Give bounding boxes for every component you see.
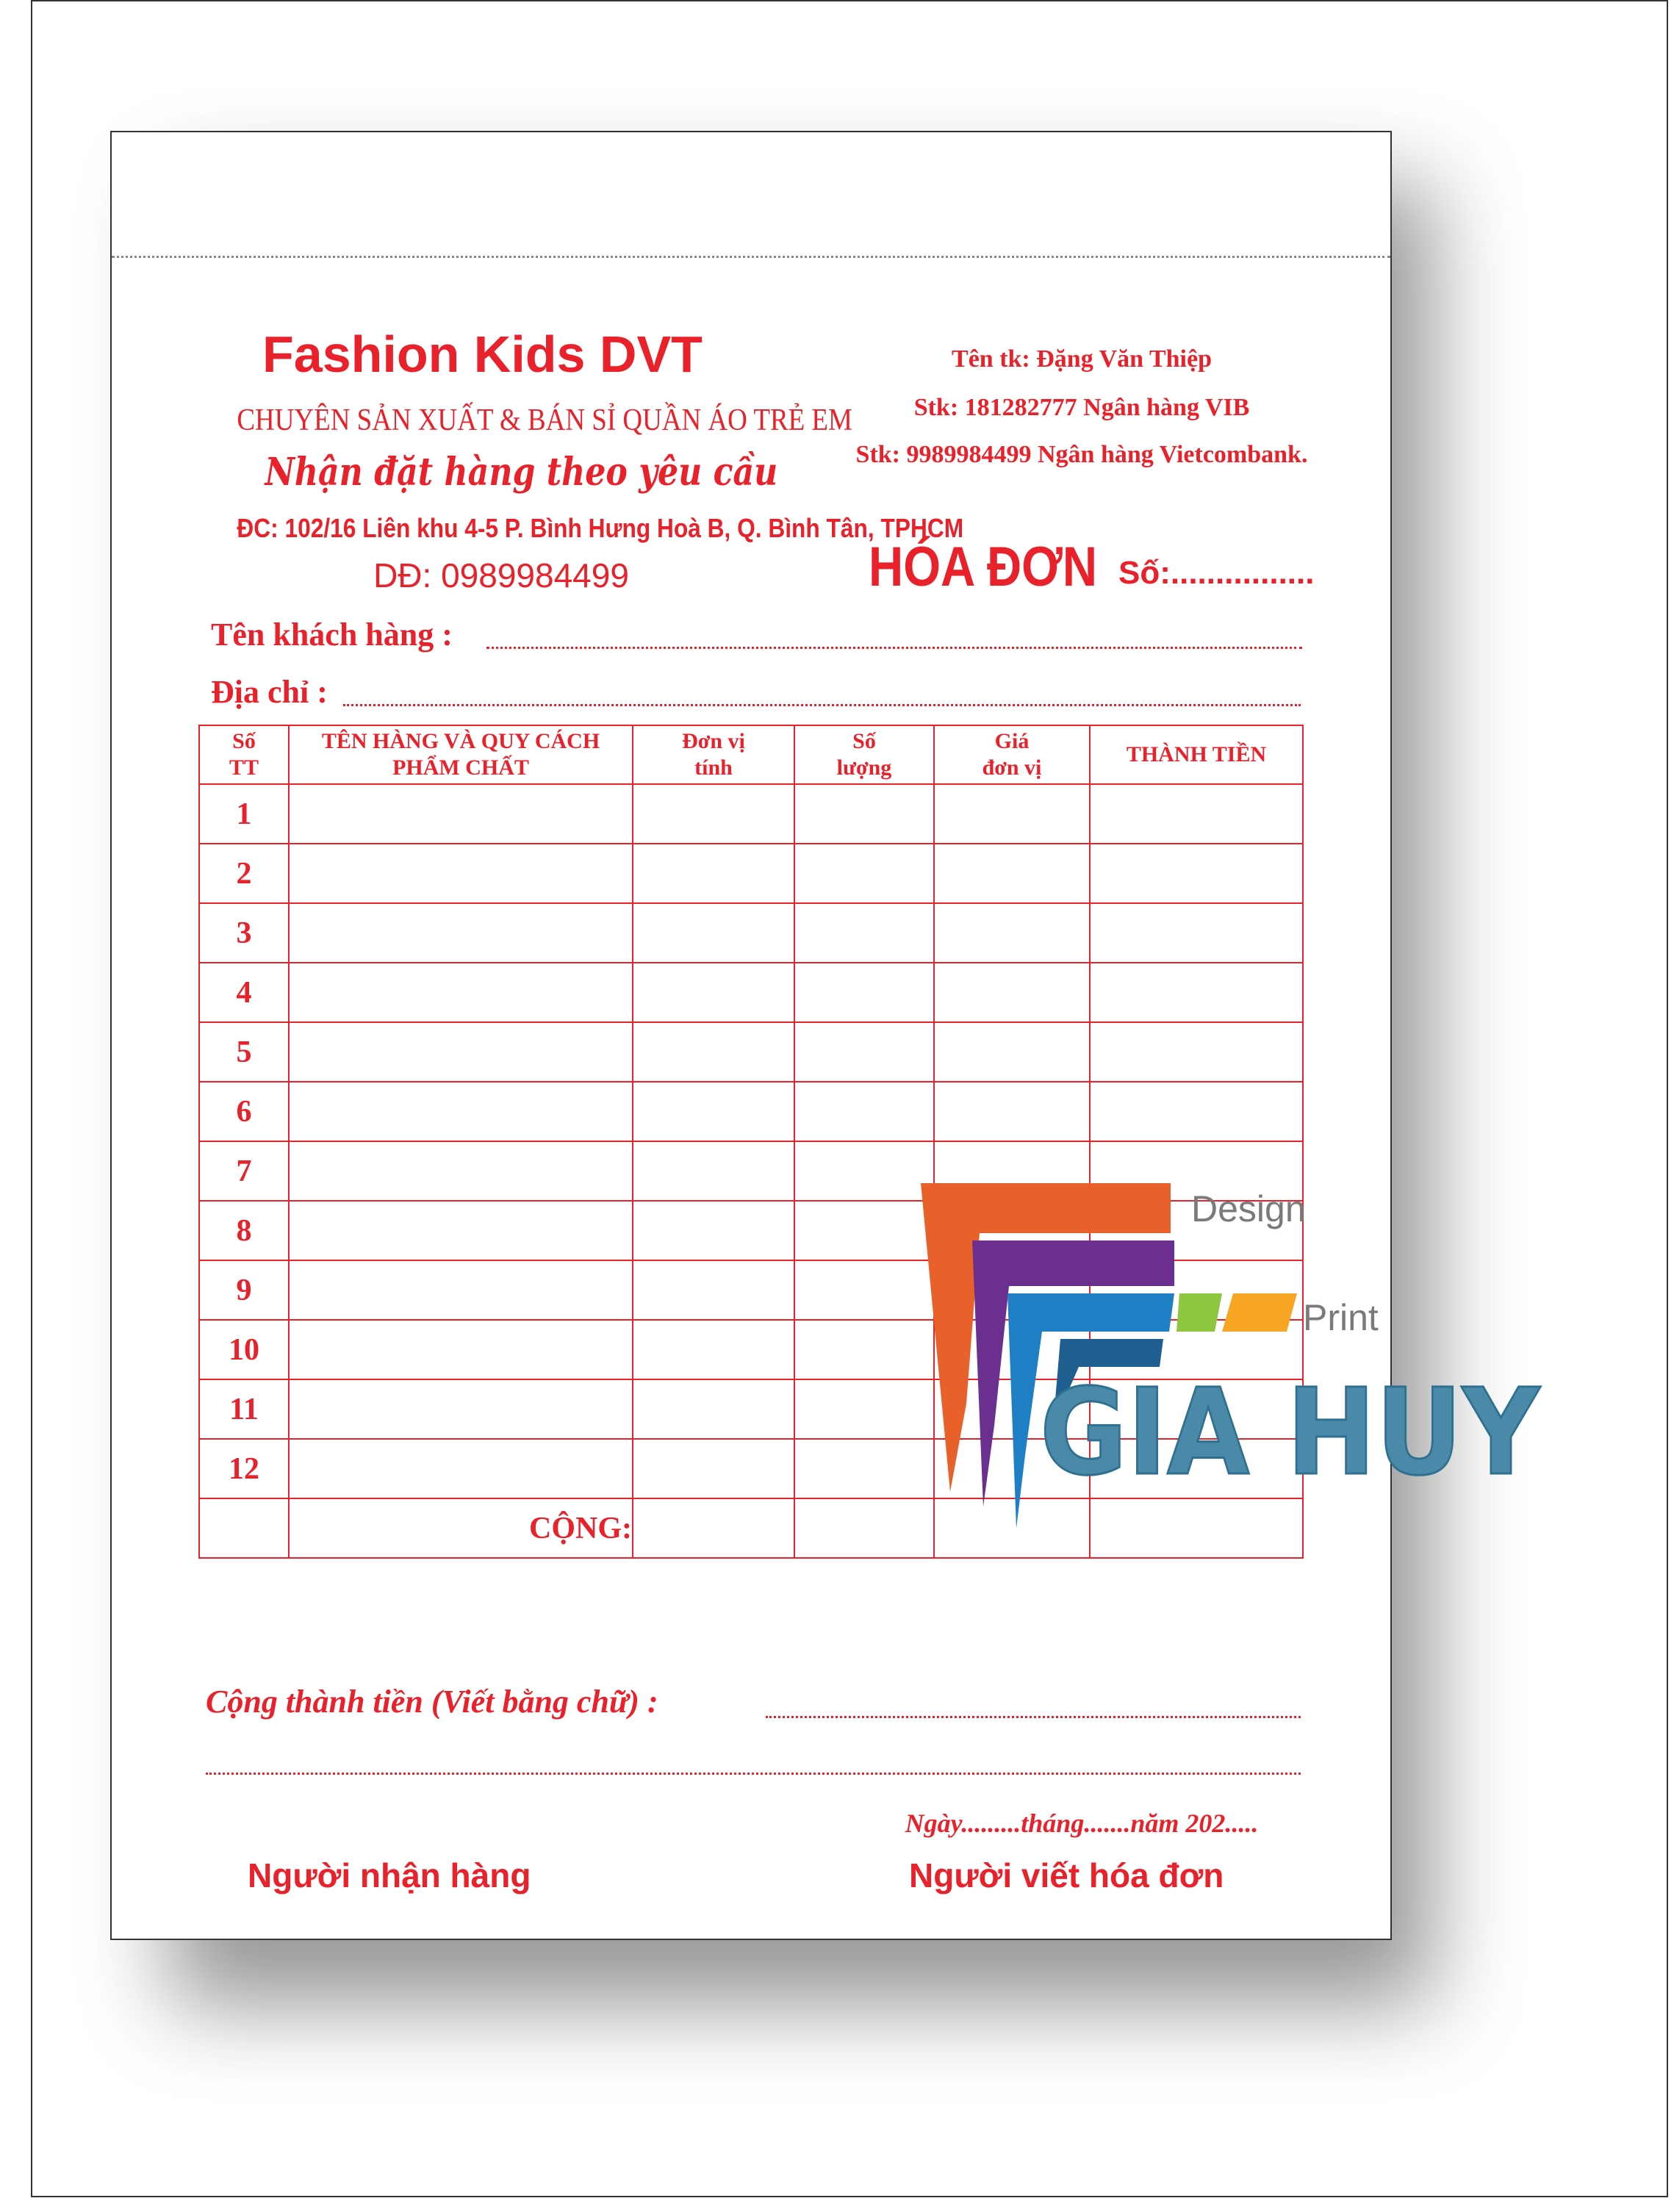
table-row — [199, 1082, 1303, 1141]
cell-unit-price[interactable] — [934, 903, 1090, 963]
amount-in-words-field[interactable] — [766, 1716, 1301, 1718]
cell-quantity[interactable] — [794, 1379, 934, 1439]
cell-amount[interactable] — [1090, 963, 1303, 1022]
total-cell-unit[interactable] — [633, 1498, 794, 1558]
customer-name-field[interactable] — [486, 647, 1302, 649]
cell-item-name[interactable] — [289, 1320, 633, 1379]
cell-item-name[interactable] — [289, 1439, 633, 1498]
cell-amount[interactable] — [1090, 1022, 1303, 1082]
header-quantity: Số lượng — [794, 725, 934, 784]
cell-unit[interactable] — [633, 1379, 794, 1439]
cell-unit-price[interactable] — [934, 1082, 1090, 1141]
row-number: 6 — [199, 1082, 289, 1141]
shop-address: ĐC: 102/16 Liên khu 4-5 P. Bình Hưng Hoà B, Q. Bình Tân, TPHCM — [237, 513, 964, 543]
cell-unit[interactable] — [633, 1439, 794, 1498]
cell-unit[interactable] — [633, 1022, 794, 1082]
cell-unit-price[interactable] — [934, 844, 1090, 903]
cell-quantity[interactable] — [794, 1260, 934, 1320]
receiver-signature-label: Người nhận hàng — [248, 1856, 531, 1895]
cell-quantity[interactable] — [794, 1082, 934, 1141]
cell-item-name[interactable] — [289, 903, 633, 963]
logo-word-print: Print — [1303, 1297, 1379, 1338]
logo-name: GIA HUY — [1040, 1364, 1541, 1502]
header-unit-price: Giá đơn vị — [934, 725, 1090, 784]
perforation-line — [112, 256, 1390, 258]
writer-signature-label: Người viết hóa đơn — [909, 1856, 1224, 1895]
customer-address-field[interactable] — [343, 704, 1301, 706]
cell-item-name[interactable] — [289, 1260, 633, 1320]
cell-item-name[interactable] — [289, 1082, 633, 1141]
header-amount: THÀNH TIỀN — [1090, 725, 1303, 784]
header-stt: Số TT — [199, 725, 289, 784]
brand-slogan: Nhận đặt hàng theo yêu cầu — [265, 450, 778, 495]
header-item-name: TÊN HÀNG VÀ QUY CÁCH PHẨM CHẤT — [289, 725, 633, 784]
row-number: 9 — [199, 1260, 289, 1320]
table-header-row — [199, 725, 1303, 784]
cell-unit[interactable] — [633, 963, 794, 1022]
row-number: 5 — [199, 1022, 289, 1082]
cell-unit[interactable] — [633, 1320, 794, 1379]
cell-unit[interactable] — [633, 844, 794, 903]
table-row — [199, 903, 1303, 963]
row-number: 2 — [199, 844, 289, 903]
cell-amount[interactable] — [1090, 784, 1303, 844]
cell-amount[interactable] — [1090, 1082, 1303, 1141]
cell-unit[interactable] — [633, 1201, 794, 1260]
row-number: 8 — [199, 1201, 289, 1260]
cell-unit[interactable] — [633, 784, 794, 844]
total-row-number — [199, 1498, 289, 1558]
cell-item-name[interactable] — [289, 963, 633, 1022]
bank-account-1: Stk: 181282777 Ngân hàng VIB — [913, 394, 1250, 421]
total-label: CỘNG: — [289, 1498, 633, 1558]
row-number: 1 — [199, 784, 289, 844]
cell-quantity[interactable] — [794, 1022, 934, 1082]
cell-item-name[interactable] — [289, 1201, 633, 1260]
cell-item-name[interactable] — [289, 784, 633, 844]
cell-amount[interactable] — [1090, 903, 1303, 963]
bank-account-2: Stk: 9989984499 Ngân hàng Vietcombank. — [855, 441, 1308, 468]
cell-quantity[interactable] — [794, 784, 934, 844]
cell-unit-price[interactable] — [934, 784, 1090, 844]
cell-unit-price[interactable] — [934, 1022, 1090, 1082]
date-line: Ngày.........tháng.......năm 202..... — [905, 1809, 1259, 1838]
shop-phone: DĐ: 0989984499 — [373, 556, 629, 595]
cell-amount[interactable] — [1090, 844, 1303, 903]
header-unit: Đơn vị tính — [633, 725, 794, 784]
customer-name-label: Tên khách hàng : — [211, 617, 453, 653]
cell-quantity[interactable] — [794, 1201, 934, 1260]
logo-word-design: Design — [1191, 1188, 1306, 1229]
row-number: 7 — [199, 1141, 289, 1201]
bank-account-name: Tên tk: Đặng Văn Thiệp — [952, 345, 1212, 373]
table-row — [199, 963, 1303, 1022]
cell-quantity[interactable] — [794, 1141, 934, 1201]
brand-tagline: CHUYÊN SẢN XUẤT & BÁN SỈ QUẦN ÁO TRẺ EM — [237, 403, 852, 437]
cell-unit-price[interactable] — [934, 963, 1090, 1022]
cell-unit[interactable] — [633, 1141, 794, 1201]
cell-quantity[interactable] — [794, 903, 934, 963]
cell-quantity[interactable] — [794, 844, 934, 903]
cell-item-name[interactable] — [289, 1141, 633, 1201]
amount-in-words-field-2[interactable] — [206, 1773, 1301, 1775]
table-row — [199, 784, 1303, 844]
invoice-title: HÓA ĐƠN — [869, 536, 1098, 598]
gia-huy-logo — [921, 1183, 1545, 1551]
gia-huy-logo-mark — [921, 1183, 1545, 1551]
cell-item-name[interactable] — [289, 1022, 633, 1082]
invoice-sheet — [110, 131, 1392, 1940]
cell-unit[interactable] — [633, 1260, 794, 1320]
row-number: 12 — [199, 1439, 289, 1498]
total-cell-quantity[interactable] — [794, 1498, 934, 1558]
amount-in-words-label: Cộng thành tiền (Viết bằng chữ) : — [206, 1684, 658, 1720]
table-row — [199, 844, 1303, 903]
invoice-number: Số:................ — [1118, 555, 1315, 591]
cell-quantity[interactable] — [794, 963, 934, 1022]
cell-unit[interactable] — [633, 1082, 794, 1141]
cell-unit[interactable] — [633, 903, 794, 963]
cell-item-name[interactable] — [289, 844, 633, 903]
row-number: 3 — [199, 903, 289, 963]
row-number: 11 — [199, 1379, 289, 1439]
cell-quantity[interactable] — [794, 1320, 934, 1379]
table-row — [199, 1022, 1303, 1082]
brand-name: Fashion Kids DVT — [262, 326, 703, 383]
row-number: 4 — [199, 963, 289, 1022]
cell-item-name[interactable] — [289, 1379, 633, 1439]
customer-address-label: Địa chỉ : — [211, 674, 328, 710]
row-number: 10 — [199, 1320, 289, 1379]
cell-quantity[interactable] — [794, 1439, 934, 1498]
